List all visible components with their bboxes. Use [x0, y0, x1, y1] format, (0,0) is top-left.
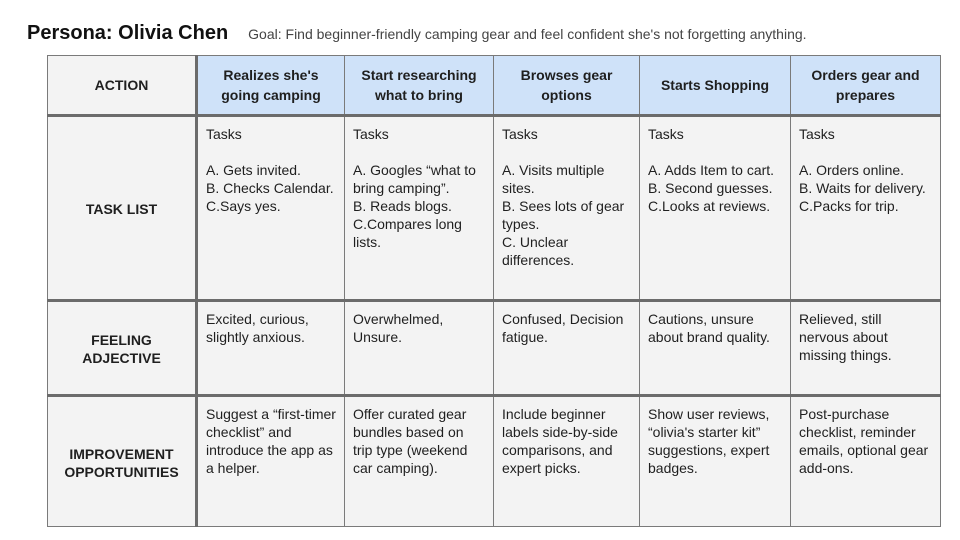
row-header-task-list: TASK LIST [48, 116, 197, 301]
feeling-cell: Cautions, unsure about brand quality. [640, 301, 791, 396]
feeling-cell: Relieved, still nervous about missing things. [791, 301, 941, 396]
task-item: B. Reads blogs. [353, 198, 452, 214]
task-item: A. Orders online. [799, 162, 905, 178]
row-header-action: ACTION [48, 56, 197, 116]
task-item: A. Googles “what to bring camping”. [353, 162, 476, 196]
task-item: B. Sees lots of gear types. [502, 198, 625, 232]
task-item: B. Waits for delivery. [799, 180, 926, 196]
improvement-cell: Post-purchase checklist, reminder emails, optional gear add-ons. [791, 396, 941, 527]
task-item: A. Visits multiple sites. [502, 162, 605, 196]
task-item: C.Says yes. [206, 198, 281, 214]
page-header [27, 22, 807, 45]
task-heading: Tasks [799, 126, 835, 142]
task-cell [494, 116, 640, 301]
task-heading: Tasks [502, 126, 538, 142]
task-item: B. Checks Calendar. [206, 180, 334, 196]
improvement-cell: Include beginner labels side-by-side comparisons, and expert picks. [494, 396, 640, 527]
feeling-cell: Confused, Decision fatigue. [494, 301, 640, 396]
improvement-row [48, 396, 941, 527]
improvement-cell: Show user reviews, “olivia's starter kit” suggestions, expert badges. [640, 396, 791, 527]
task-list-row [48, 116, 941, 301]
task-item: C. Unclear differences. [502, 234, 575, 268]
task-heading: Tasks [648, 126, 684, 142]
task-item: B. Second guesses. [648, 180, 773, 196]
feeling-cell: Overwhelmed, Unsure. [345, 301, 494, 396]
task-item: C.Compares long lists. [353, 216, 462, 250]
stage-header: Browses gear options [494, 56, 640, 116]
persona-title: Persona: Olivia Chen [27, 22, 229, 44]
task-cell [197, 116, 345, 301]
stage-header: Realizes she's going camping [197, 56, 345, 116]
task-heading: Tasks [353, 126, 389, 142]
stage-header: Orders gear and prepares [791, 56, 941, 116]
feeling-cell: Excited, curious, slightly anxious. [197, 301, 345, 396]
task-cell [640, 116, 791, 301]
feeling-row [48, 301, 941, 396]
stage-header: Start researching what to bring [345, 56, 494, 116]
task-item: C.Packs for trip. [799, 198, 899, 214]
task-cell [791, 116, 941, 301]
task-item: A. Gets invited. [206, 162, 301, 178]
goal-statement: Goal: Find beginner-friendly camping gear and feel confident she's not forgetting anything. [248, 26, 807, 42]
journey-map-table [47, 55, 941, 527]
stage-header: Starts Shopping [640, 56, 791, 116]
improvement-cell: Offer curated gear bundles based on trip type (weekend car camping). [345, 396, 494, 527]
task-cell [345, 116, 494, 301]
task-heading: Tasks [206, 126, 242, 142]
row-header-improvement: IMPROVEMENT OPPORTUNITIES [48, 396, 197, 527]
stage-header-row [48, 56, 941, 116]
improvement-cell: Suggest a “first-timer checklist” and introduce the app as a helper. [197, 396, 345, 527]
task-item: C.Looks at reviews. [648, 198, 771, 214]
task-item: A. Adds Item to cart. [648, 162, 775, 178]
row-header-feeling: FEELING ADJECTIVE [48, 301, 197, 396]
